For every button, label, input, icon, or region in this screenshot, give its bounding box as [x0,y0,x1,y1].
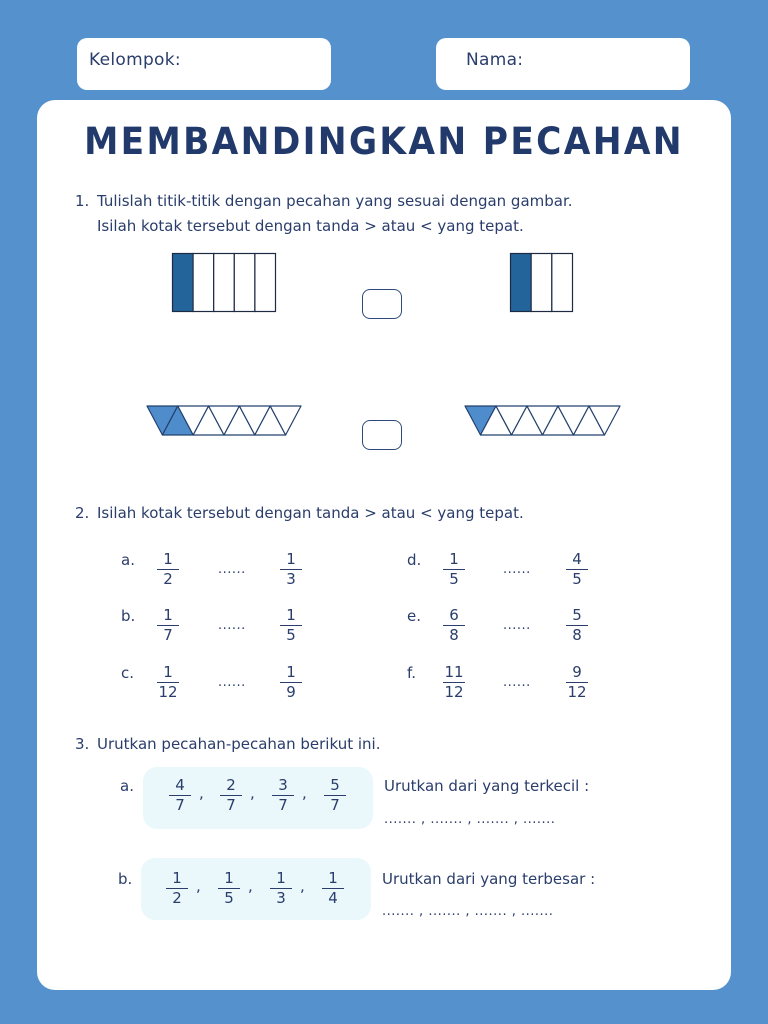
q2-fraction-right [564,607,590,644]
numerator: 1 [328,869,338,887]
q2-answer-blank[interactable]: ...... [218,562,246,577]
kelompok-field[interactable] [77,38,331,90]
numerator: 11 [444,663,464,681]
q3-number: 3. [75,735,90,753]
numerator: 1 [286,550,296,568]
comma: , [300,877,305,895]
q3a-prompt: Urutkan dari yang terkecil : [384,777,590,795]
q2-item-label: a. [121,551,135,569]
page-title: MEMBANDINGKAN PECAHAN [84,120,684,163]
denominator: 7 [278,796,288,814]
denominator: 2 [172,889,182,907]
q2-answer-blank[interactable]: ...... [218,618,246,633]
bar-cell [193,254,214,312]
numerator: 1 [163,550,173,568]
bar-cell [255,254,276,312]
q2-item-label: c. [121,664,135,682]
q2-instruction: Isilah kotak tersebut dengan tanda > atau < yang tepat. [97,504,524,522]
q2-fraction-left [441,607,467,644]
denominator: 3 [276,889,286,907]
nama-label: Nama: [466,50,524,70]
bar-cell-shaded [173,254,194,312]
denominator: 4 [328,889,338,907]
denominator: 7 [175,796,185,814]
bar-cell-shaded [511,254,532,312]
q2-fraction-left [155,607,181,644]
q3b-answer-blanks[interactable]: ....... , ....... , ....... , ....... [382,904,554,919]
comma: , [302,784,307,802]
q3-fraction [167,777,193,814]
numerator: 5 [572,606,582,624]
q1-instruction-line1: Tulislah titik-titik dengan pecahan yang sesuai dengan gambar. [97,192,573,210]
comma: , [248,877,253,895]
numerator: 4 [572,550,582,568]
denominator: 8 [572,626,582,644]
q3b-prompt: Urutkan dari yang terbesar : [382,870,596,888]
q2-fraction-right [278,664,304,701]
numerator: 1 [163,663,173,681]
denominator: 3 [286,570,296,588]
fraction-bar-left [172,253,276,312]
q3b-label: b. [118,870,133,888]
bar-cell [234,254,255,312]
denominator: 5 [224,889,234,907]
numerator: 1 [286,663,296,681]
numerator: 6 [449,606,459,624]
fraction-bar-right [510,253,573,312]
numerator: 1 [163,606,173,624]
numerator: 2 [226,776,236,794]
q1-instruction-line2: Isilah kotak tersebut dengan tanda > atau < yang tepat. [97,217,524,235]
q2-fraction-right [564,551,590,588]
denominator: 12 [567,683,587,701]
answer-box-2[interactable] [362,420,402,450]
denominator: 5 [572,570,582,588]
bar-cell [214,254,235,312]
denominator: 12 [158,683,178,701]
comma: , [199,784,204,802]
bar-cell [531,254,552,312]
q2-answer-blank[interactable]: ...... [218,675,246,690]
numerator: 3 [278,776,288,794]
q3-fraction [268,870,294,907]
q3-fraction [218,777,244,814]
q2-fraction-right [278,607,304,644]
nama-field[interactable] [436,38,690,90]
denominator: 7 [163,626,173,644]
denominator: 5 [286,626,296,644]
q2-item-label: d. [407,551,422,569]
q3-instruction: Urutkan pecahan-pecahan berikut ini. [97,735,381,753]
numerator: 1 [172,869,182,887]
numerator: 9 [572,663,582,681]
q3-fraction [320,870,346,907]
q2-item-label: b. [121,607,136,625]
comma: , [250,784,255,802]
triangle-strip-right [465,406,620,436]
numerator: 1 [286,606,296,624]
q2-fraction-left [155,664,181,701]
denominator: 2 [163,570,173,588]
q3-fraction [164,870,190,907]
q2-fraction-right [278,551,304,588]
denominator: 7 [330,796,340,814]
q2-answer-blank[interactable]: ...... [503,562,531,577]
q2-fraction-left [441,551,467,588]
q3a-label: a. [120,777,134,795]
q2-fraction-right [564,664,590,701]
q2-fraction-left [155,551,181,588]
denominator: 7 [226,796,236,814]
q3a-answer-blanks[interactable]: ....... , ....... , ....... , ....... [384,812,556,827]
q1-number: 1. [75,192,90,210]
numerator: 1 [449,550,459,568]
q2-fraction-left [441,664,467,701]
q2-item-label: f. [407,664,416,682]
q2-number: 2. [75,504,90,522]
numerator: 1 [224,869,234,887]
denominator: 8 [449,626,459,644]
denominator: 12 [444,683,464,701]
comma: , [196,877,201,895]
answer-box-1[interactable] [362,289,402,319]
numerator: 4 [175,776,185,794]
q2-answer-blank[interactable]: ...... [503,618,531,633]
q3-fraction [216,870,242,907]
denominator: 5 [449,570,459,588]
q3-fraction [270,777,296,814]
numerator: 5 [330,776,340,794]
q2-item-label: e. [407,607,421,625]
q2-answer-blank[interactable]: ...... [503,675,531,690]
triangle-strip-left [147,406,301,436]
numerator: 1 [276,869,286,887]
denominator: 9 [286,683,296,701]
bar-cell [552,254,573,312]
kelompok-label: Kelompok: [89,50,181,70]
q3-fraction [322,777,348,814]
